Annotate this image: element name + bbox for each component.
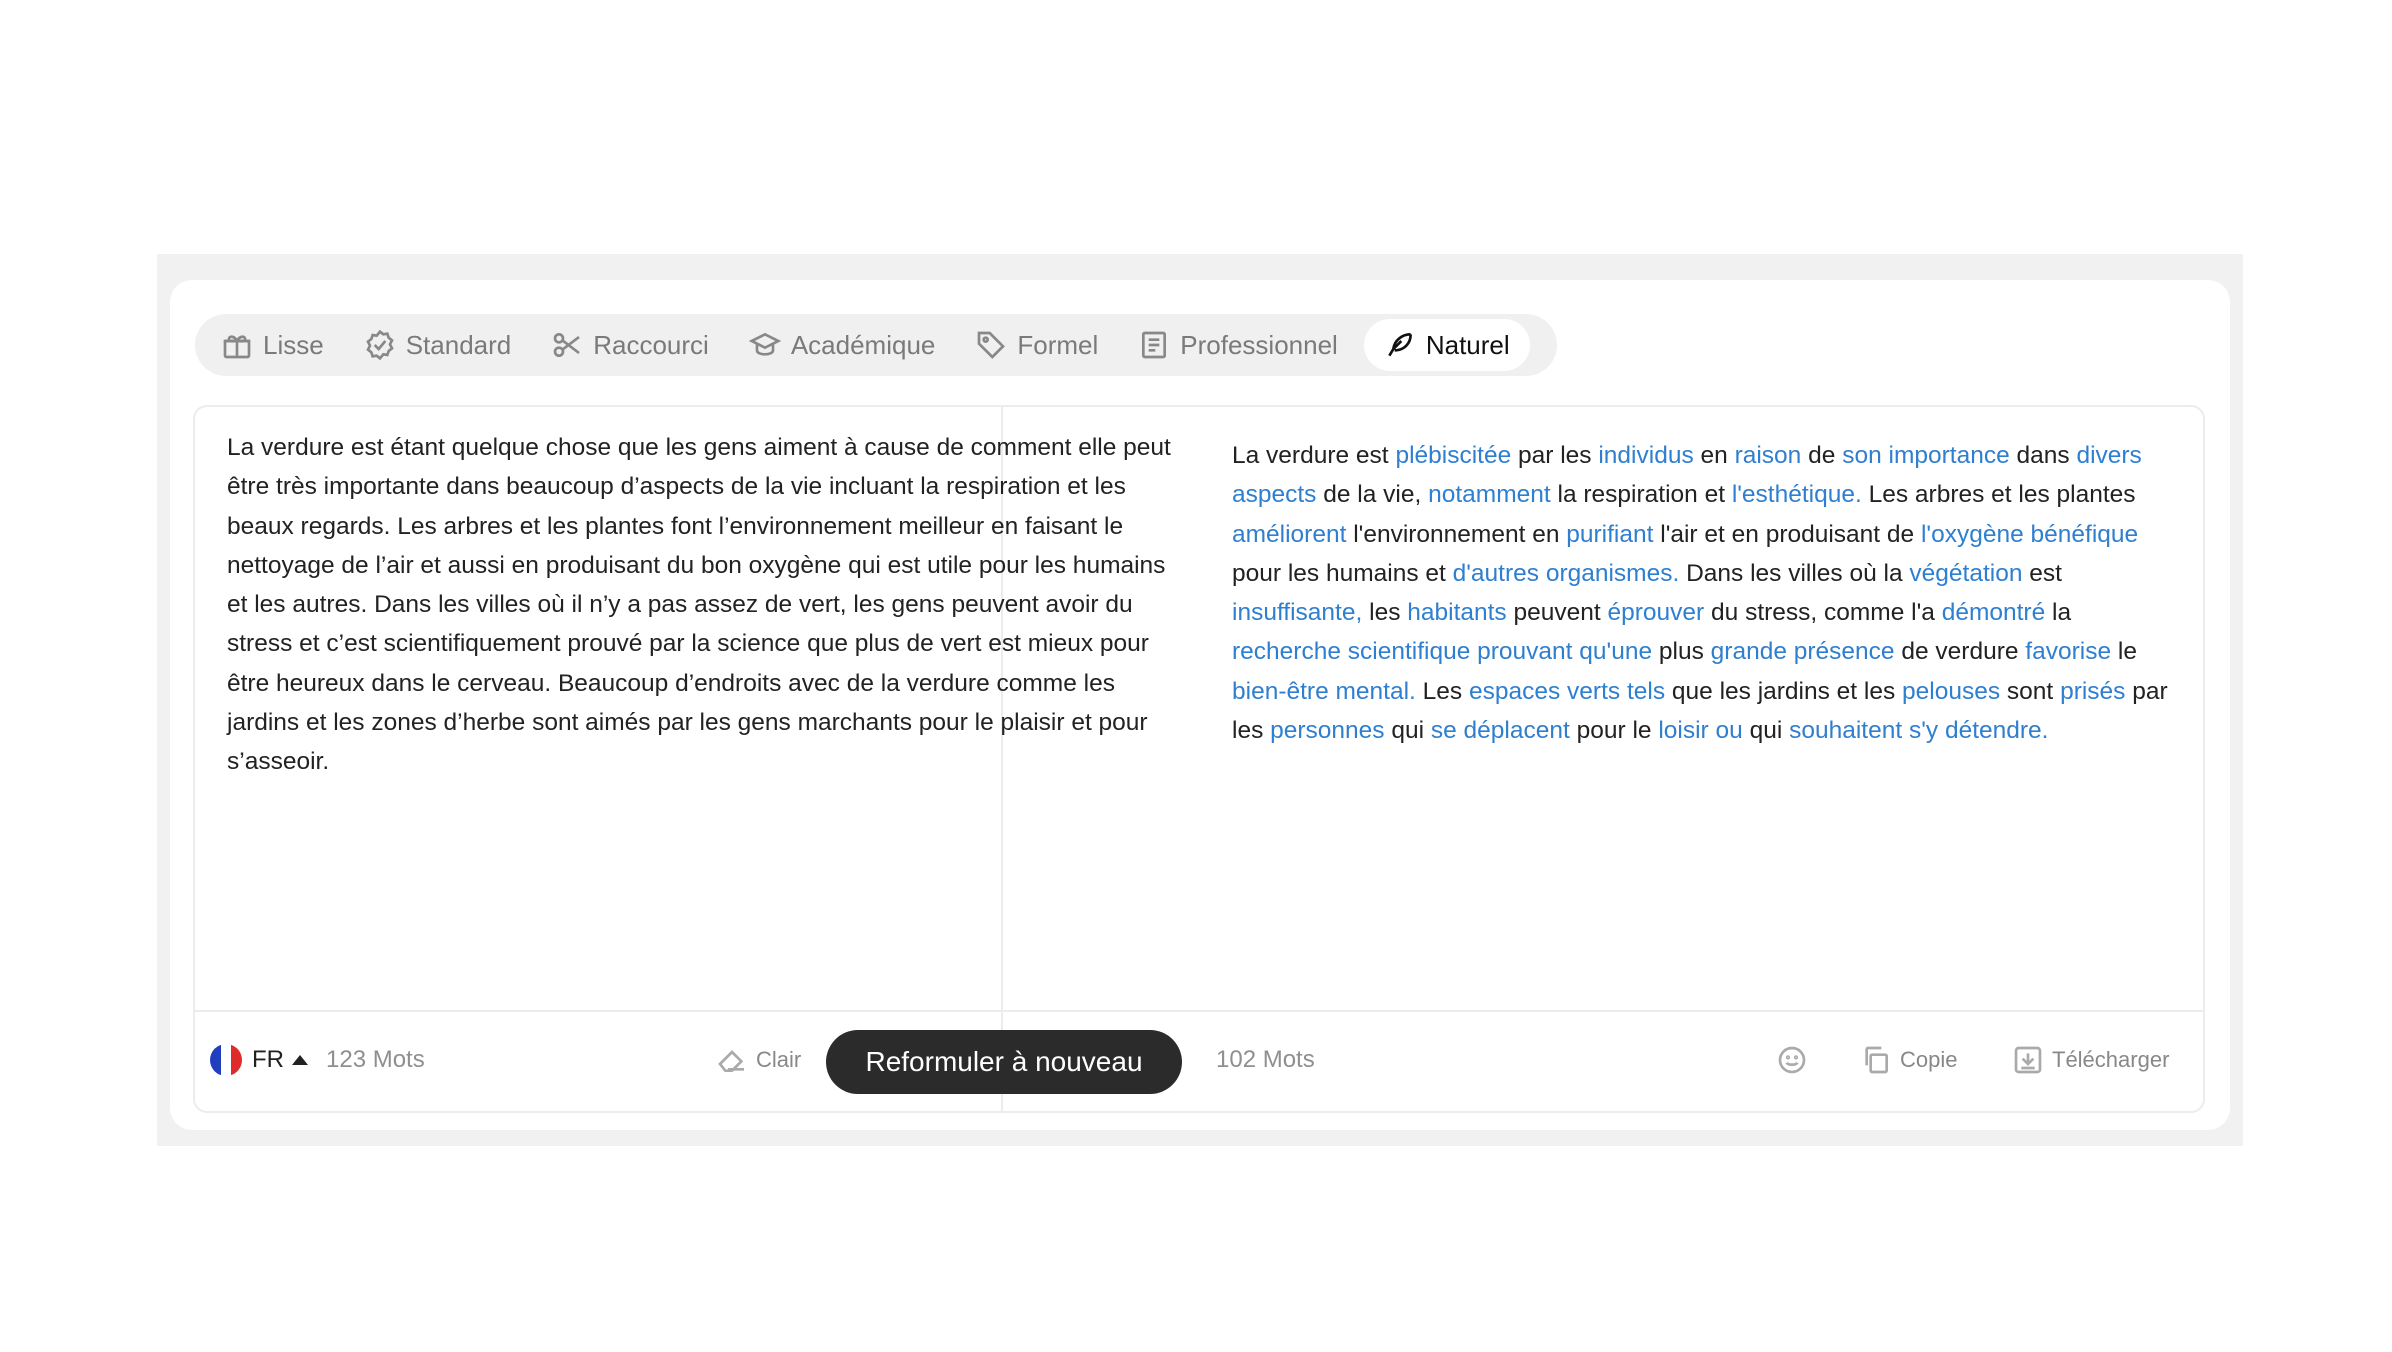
changed-phrase[interactable]: personnes <box>1270 717 1385 745</box>
download-button[interactable] <box>2012 1022 2169 1098</box>
unchanged-text: est <box>2022 559 2062 587</box>
tag-icon <box>975 329 1007 361</box>
tab-label: Naturel <box>1425 329 1510 360</box>
tab-lisse[interactable] <box>201 319 344 371</box>
unchanged-text: l'air et en produisant de <box>1653 520 1921 548</box>
unchanged-text: sont <box>2000 677 2061 705</box>
unchanged-text: pour les humains et <box>1232 559 1453 587</box>
unchanged-text: la respiration et <box>1550 481 1732 509</box>
unchanged-text: peuvent <box>1506 599 1608 627</box>
tab-formel[interactable] <box>955 319 1118 371</box>
output-text[interactable] <box>1232 436 2177 750</box>
unchanged-text: Les arbres et les plantes <box>1861 481 2136 509</box>
tab-raccourci[interactable] <box>531 319 729 371</box>
unchanged-text: les <box>1362 599 1408 627</box>
copy-icon <box>1860 1044 1892 1076</box>
changed-phrase[interactable]: raison <box>1734 442 1802 469</box>
input-footer <box>210 1022 425 1098</box>
tab-academique[interactable] <box>729 319 956 371</box>
copy-label: Copie <box>1900 1047 1958 1072</box>
changed-phrase[interactable]: recherche scientifique prouvant qu'une <box>1232 638 1653 666</box>
unchanged-text: la <box>2045 599 2072 627</box>
unchanged-text: de <box>1801 442 1843 469</box>
output-footer <box>1216 1022 1315 1098</box>
changed-phrase[interactable]: bien-être mental. <box>1232 677 1416 705</box>
changed-phrase[interactable]: insuffisante, <box>1232 599 1363 627</box>
graduation-cap-icon <box>749 329 781 361</box>
feather-icon <box>1384 329 1416 361</box>
unchanged-text: plus <box>1652 638 1711 666</box>
changed-phrase[interactable]: l'esthétique. <box>1731 481 1862 509</box>
changed-phrase[interactable]: démontré <box>1941 599 2046 627</box>
unchanged-text: du stress, comme l'a <box>1704 599 1942 627</box>
rephrase-button[interactable]: Reformuler à nouveau <box>826 1030 1182 1094</box>
footer-divider <box>195 1010 2203 1012</box>
tab-naturel[interactable] <box>1364 319 1530 371</box>
changed-phrase[interactable]: éprouver <box>1607 599 1705 627</box>
eraser-icon <box>716 1044 748 1076</box>
changed-phrase[interactable]: végétation <box>1909 559 2023 587</box>
tab-label: Académique <box>790 329 936 360</box>
changed-phrase[interactable]: plébiscitée <box>1395 442 1512 469</box>
changed-phrase[interactable]: divers aspects <box>1232 442 2142 509</box>
changed-phrase[interactable]: se déplacent <box>1430 717 1570 745</box>
changed-phrase[interactable]: souhaitent s'y détendre. <box>1789 717 2049 745</box>
unchanged-text: l'environnement en <box>1346 520 1567 548</box>
changed-phrase[interactable]: grande présence <box>1710 638 1895 666</box>
unchanged-text: Les <box>1415 677 1469 705</box>
changed-phrase[interactable]: l'oxygène bénéfique <box>1920 520 2139 548</box>
changed-phrase[interactable]: individus <box>1598 442 1694 469</box>
changed-phrase[interactable]: notamment <box>1428 481 1551 509</box>
scissors-icon <box>551 329 583 361</box>
france-flag-icon[interactable] <box>210 1044 242 1076</box>
changed-phrase[interactable]: prisés <box>2060 677 2126 705</box>
unchanged-text: de verdure <box>1894 638 2026 666</box>
input-word-count: 123 Mots <box>326 1046 425 1073</box>
language-selector[interactable]: FR <box>252 1046 284 1073</box>
tab-label: Lisse <box>263 329 324 360</box>
unchanged-text: le <box>2111 638 2137 666</box>
input-textarea[interactable]: La verdure est étant quelque chose que les gens aiment à cause de comment elle peut être très importante dans beaucoup d’aspects de la vie incluant la respiration et les beaux regards. Les arbres et les plantes font l’environnement meilleur en faisant le nettoyage de l’air et aussi en produisant du bon oxygène qui est utile pour les humains et les autres. Dans les villes où il n’y a pas assez de vert, les gens peuvent avoir du stress et c’est scientifiquement prouvé par la science que plus de vert est mieux pour être heureux dans le cerveau. Beaucoup d’endroits avec de la verdure comme les jardins et les zones d’herbe sont aimés par les gens marchants pour le plaisir et pour s’asseoir. <box>227 434 1171 776</box>
changed-phrase[interactable]: espaces verts tels <box>1468 677 1666 705</box>
tab-label: Professionnel <box>1180 329 1338 360</box>
changed-phrase[interactable]: loisir ou <box>1658 717 1743 745</box>
tab-standard[interactable] <box>344 319 532 371</box>
document-icon <box>1138 329 1170 361</box>
unchanged-text: par les <box>1511 442 1599 469</box>
unchanged-text: par les <box>1232 677 2168 745</box>
badge-check-icon <box>364 329 396 361</box>
unchanged-text: de la vie, <box>1316 481 1429 509</box>
tab-professionnel[interactable] <box>1118 319 1358 371</box>
tab-label: Raccourci <box>593 329 709 360</box>
copy-button[interactable] <box>1860 1022 1957 1098</box>
changed-phrase[interactable]: d'autres organismes. <box>1452 559 1680 587</box>
unchanged-text: dans <box>2009 442 2077 469</box>
changed-phrase[interactable]: pelouses <box>1902 677 2001 705</box>
clear-label: Clair <box>756 1047 802 1072</box>
unchanged-text: La verdure est <box>1232 442 1396 469</box>
unchanged-text: en <box>1693 442 1735 469</box>
download-label: Télécharger <box>2052 1047 2170 1072</box>
unchanged-text: qui <box>1742 717 1790 745</box>
gift-icon <box>221 329 253 361</box>
smiley-icon <box>1776 1044 1808 1076</box>
tab-label: Standard <box>405 329 512 360</box>
unchanged-text: Dans les villes où la <box>1679 559 1910 587</box>
feedback-button[interactable] <box>1776 1022 1816 1098</box>
mode-selector <box>195 314 1557 376</box>
changed-phrase[interactable]: habitants <box>1407 599 1507 627</box>
changed-phrase[interactable]: son importance <box>1842 442 2010 469</box>
tab-label: Formel <box>1017 329 1099 360</box>
unchanged-text: que les jardins et les <box>1665 677 1903 705</box>
unchanged-text: pour le <box>1569 717 1659 745</box>
output-word-count: 102 Mots <box>1216 1046 1315 1073</box>
changed-phrase[interactable]: favorise <box>2025 638 2112 666</box>
caret-up-icon[interactable] <box>292 1055 308 1065</box>
clear-button[interactable] <box>716 1022 801 1098</box>
changed-phrase[interactable]: purifiant <box>1566 520 1654 548</box>
changed-phrase[interactable]: améliorent <box>1232 520 1347 548</box>
unchanged-text: qui <box>1384 717 1431 745</box>
download-icon <box>2012 1044 2044 1076</box>
